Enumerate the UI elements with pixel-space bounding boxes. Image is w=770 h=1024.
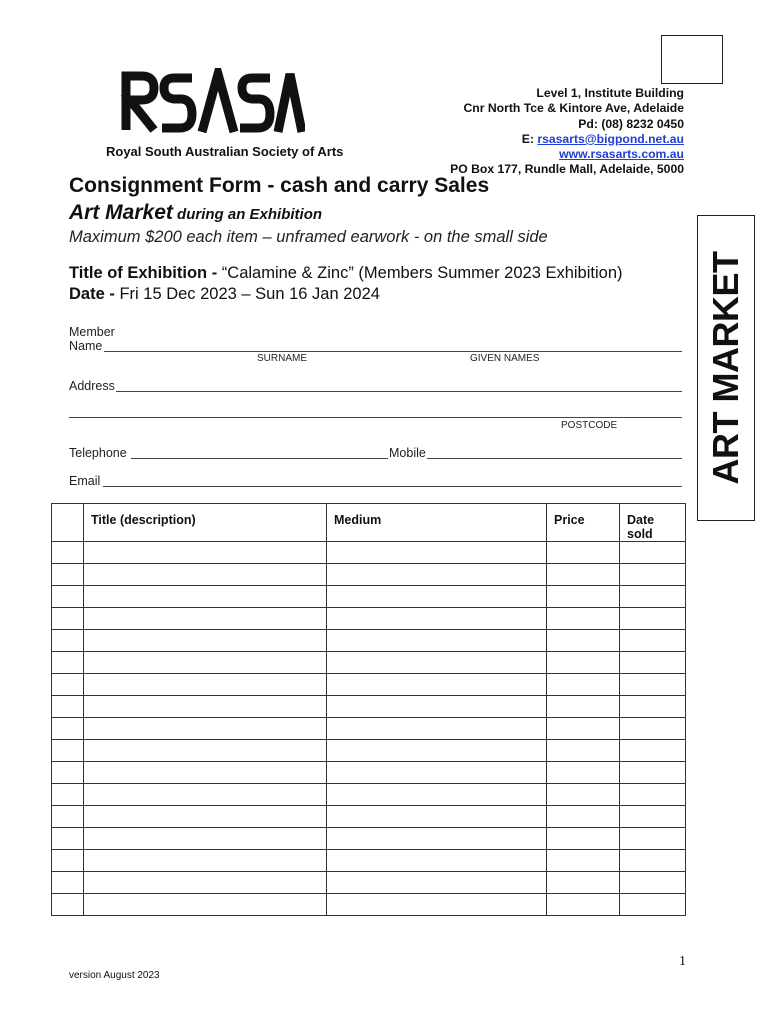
- address-label: Address: [69, 379, 115, 393]
- given-names-caption: GIVEN NAMES: [470, 353, 540, 364]
- cell-price[interactable]: [547, 784, 620, 806]
- table-row: [52, 608, 686, 630]
- cell-number[interactable]: [52, 784, 84, 806]
- cell-price[interactable]: [547, 630, 620, 652]
- cell-price[interactable]: [547, 872, 620, 894]
- cell-price[interactable]: [547, 674, 620, 696]
- cell-title[interactable]: [84, 696, 327, 718]
- cell-medium[interactable]: [327, 872, 547, 894]
- cell-date-sold[interactable]: [620, 674, 686, 696]
- cell-title[interactable]: [84, 586, 327, 608]
- cell-date-sold[interactable]: [620, 564, 686, 586]
- cell-title[interactable]: [84, 740, 327, 762]
- art-market-tab: [697, 215, 755, 521]
- address-field-2[interactable]: [69, 417, 682, 418]
- cell-title[interactable]: [84, 718, 327, 740]
- cell-price[interactable]: [547, 718, 620, 740]
- society-name: Royal South Australian Society of Arts: [106, 144, 344, 159]
- photo-box: [661, 35, 723, 84]
- surname-caption: SURNAME: [257, 353, 308, 364]
- telephone-field[interactable]: [131, 458, 388, 459]
- po-box: PO Box 177, Rundle Mall, Adelaide, 5000: [450, 162, 684, 177]
- cell-medium[interactable]: [327, 718, 547, 740]
- cell-price[interactable]: [547, 586, 620, 608]
- col-header-number: [52, 504, 84, 542]
- cell-medium[interactable]: [327, 894, 547, 916]
- cell-date-sold[interactable]: [620, 740, 686, 762]
- cell-number[interactable]: [52, 674, 84, 696]
- cell-number[interactable]: [52, 718, 84, 740]
- table-row: [52, 696, 686, 718]
- member-label: Member: [69, 325, 115, 339]
- cell-date-sold[interactable]: [620, 850, 686, 872]
- page-number: 1: [679, 954, 686, 969]
- cell-date-sold[interactable]: [620, 652, 686, 674]
- cell-title[interactable]: [84, 630, 327, 652]
- table-row: [52, 564, 686, 586]
- rsasa-logo: [120, 68, 305, 138]
- col-header-medium: Medium: [327, 504, 547, 542]
- col-header-title: Title (description): [84, 504, 327, 542]
- cell-title[interactable]: [84, 806, 327, 828]
- cell-number[interactable]: [52, 542, 84, 564]
- cell-title[interactable]: [84, 894, 327, 916]
- date-label: Date -: [69, 285, 120, 303]
- cell-price[interactable]: [547, 652, 620, 674]
- table-row: [52, 630, 686, 652]
- name-label: Name: [69, 339, 103, 353]
- cell-number[interactable]: [52, 762, 84, 784]
- cell-date-sold[interactable]: [620, 872, 686, 894]
- cell-number[interactable]: [52, 806, 84, 828]
- cell-number[interactable]: [52, 608, 84, 630]
- subtitle-rest: during an Exhibition: [172, 206, 323, 223]
- phone-line: Pd: (08) 8232 0450: [578, 116, 684, 131]
- cell-price[interactable]: [547, 806, 620, 828]
- consignment-table: [51, 503, 686, 916]
- table-row: [52, 740, 686, 762]
- email-label: E:: [521, 131, 538, 146]
- art-market-label: ART MARKET: [705, 251, 746, 485]
- mobile-label: Mobile: [389, 446, 426, 460]
- cell-title[interactable]: [84, 872, 327, 894]
- cell-title[interactable]: [84, 652, 327, 674]
- cell-title[interactable]: [84, 784, 327, 806]
- table-row: [52, 894, 686, 916]
- cell-medium[interactable]: [327, 762, 547, 784]
- cell-date-sold[interactable]: [620, 718, 686, 740]
- cell-title[interactable]: [84, 542, 327, 564]
- form-title: Consignment Form - cash and carry Sales: [69, 174, 490, 197]
- cell-date-sold[interactable]: [620, 630, 686, 652]
- cell-date-sold[interactable]: [620, 542, 686, 564]
- address-line: Cnr North Tce & Kintore Ave, Adelaide: [463, 101, 684, 116]
- cell-number[interactable]: [52, 828, 84, 850]
- table-row: [52, 586, 686, 608]
- cell-date-sold[interactable]: [620, 608, 686, 630]
- exhibition-value: “Calamine & Zinc” (Members Summer 2023 Exhibition): [221, 264, 623, 282]
- cell-title[interactable]: [84, 674, 327, 696]
- subtitle-main: Art Market: [69, 201, 173, 224]
- cell-price[interactable]: [547, 828, 620, 850]
- cell-price[interactable]: [547, 850, 620, 872]
- cell-medium[interactable]: [327, 542, 547, 564]
- cell-title[interactable]: [84, 564, 327, 586]
- cell-price[interactable]: [547, 608, 620, 630]
- cell-number[interactable]: [52, 696, 84, 718]
- cell-date-sold[interactable]: [620, 894, 686, 916]
- cell-date-sold[interactable]: [620, 586, 686, 608]
- cell-medium[interactable]: [327, 652, 547, 674]
- cell-title[interactable]: [84, 828, 327, 850]
- name-field[interactable]: [104, 351, 682, 352]
- cell-medium[interactable]: [327, 740, 547, 762]
- email-link[interactable]: rsasarts@bigpond.net.au: [537, 131, 684, 146]
- cell-medium[interactable]: [327, 564, 547, 586]
- table-body: [52, 542, 686, 916]
- cell-date-sold[interactable]: [620, 762, 686, 784]
- date-value: Fri 15 Dec 2023 – Sun 16 Jan 2024: [119, 285, 380, 303]
- telephone-label: Telephone: [69, 446, 127, 460]
- table-row: [52, 850, 686, 872]
- table-row: [52, 806, 686, 828]
- cell-number[interactable]: [52, 850, 84, 872]
- email-label: Email: [69, 474, 101, 488]
- cell-title[interactable]: [84, 850, 327, 872]
- cell-price[interactable]: [547, 542, 620, 564]
- version-note: version August 2023: [69, 970, 160, 981]
- cell-medium[interactable]: [327, 784, 547, 806]
- exhibition-label: Title of Exhibition -: [69, 264, 222, 282]
- cell-medium[interactable]: [327, 806, 547, 828]
- cell-price[interactable]: [547, 564, 620, 586]
- cell-date-sold[interactable]: [620, 784, 686, 806]
- mobile-field[interactable]: [427, 458, 682, 459]
- cell-medium[interactable]: [327, 630, 547, 652]
- cell-title[interactable]: [84, 762, 327, 784]
- max-price-note: Maximum $200 each item – unframed earwork - on the small side: [69, 228, 548, 246]
- cell-price[interactable]: [547, 762, 620, 784]
- cell-medium[interactable]: [327, 828, 547, 850]
- cell-date-sold[interactable]: [620, 828, 686, 850]
- col-header-date-sold: Date sold: [620, 504, 686, 542]
- table-row: [52, 828, 686, 850]
- cell-date-sold[interactable]: [620, 696, 686, 718]
- table-row: [52, 542, 686, 564]
- date-line: [69, 285, 380, 304]
- email-line: [450, 132, 684, 147]
- address-field-1[interactable]: [116, 391, 682, 392]
- website-link[interactable]: www.rsasarts.com.au: [559, 147, 684, 162]
- table-row: [52, 784, 686, 806]
- cell-medium[interactable]: [327, 850, 547, 872]
- cell-number[interactable]: [52, 894, 84, 916]
- contact-address: [450, 86, 684, 178]
- col-header-price: Price: [547, 504, 620, 542]
- cell-number[interactable]: [52, 740, 84, 762]
- cell-price[interactable]: [547, 696, 620, 718]
- cell-medium[interactable]: [327, 608, 547, 630]
- cell-number[interactable]: [52, 630, 84, 652]
- postcode-caption: POSTCODE: [561, 420, 618, 431]
- cell-price[interactable]: [547, 740, 620, 762]
- cell-price[interactable]: [547, 894, 620, 916]
- email-field[interactable]: [103, 486, 682, 487]
- cell-medium[interactable]: [327, 586, 547, 608]
- table-row: [52, 762, 686, 784]
- cell-date-sold[interactable]: [620, 806, 686, 828]
- cell-number[interactable]: [52, 652, 84, 674]
- form-subtitle: [69, 201, 322, 225]
- table-row: [52, 718, 686, 740]
- exhibition-line: [69, 264, 623, 283]
- cell-number[interactable]: [52, 564, 84, 586]
- cell-number[interactable]: [52, 872, 84, 894]
- address-line: Level 1, Institute Building: [536, 86, 684, 100]
- cell-number[interactable]: [52, 586, 84, 608]
- cell-medium[interactable]: [327, 674, 547, 696]
- table-header-row: [52, 504, 686, 542]
- cell-title[interactable]: [84, 608, 327, 630]
- cell-medium[interactable]: [327, 696, 547, 718]
- table-row: [52, 872, 686, 894]
- table-row: [52, 652, 686, 674]
- table-row: [52, 674, 686, 696]
